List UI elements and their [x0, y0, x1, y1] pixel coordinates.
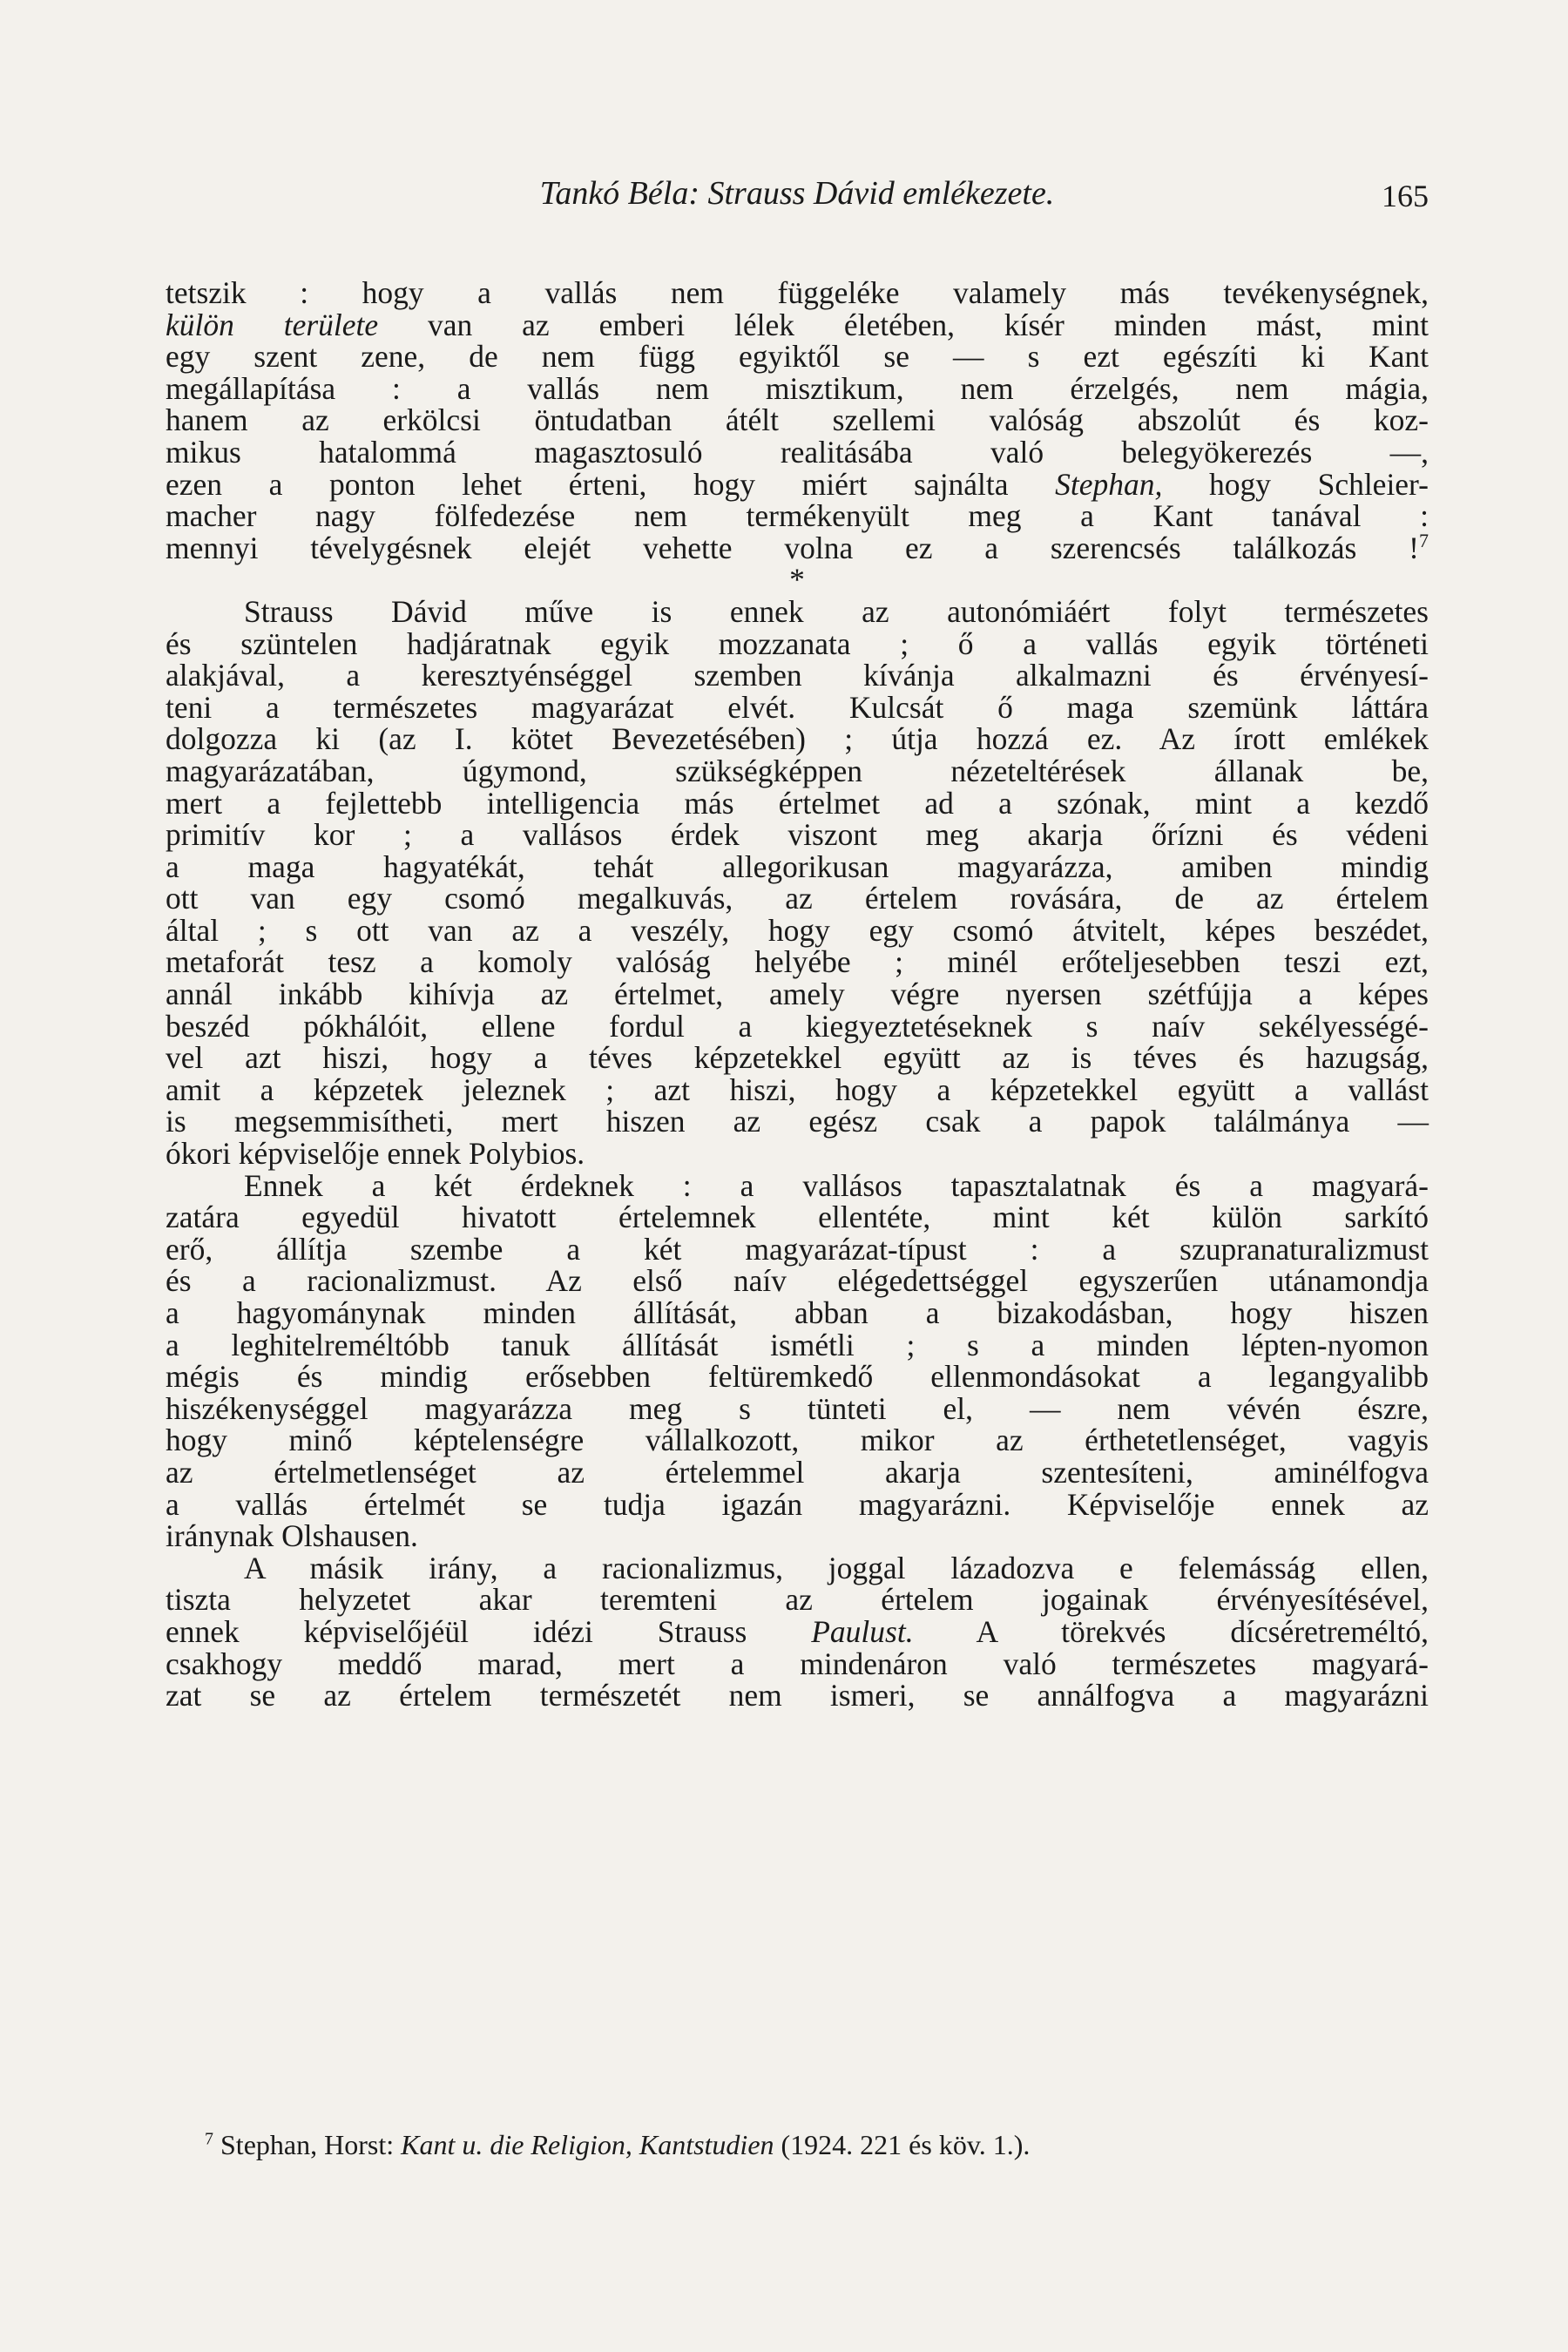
footnote-marker: 7	[205, 2129, 213, 2149]
paragraph-3	[166, 1167, 1429, 1554]
paragraph-2	[166, 593, 1429, 1172]
running-title: Tankó Béla: Strauss Dávid emlékezete.	[539, 175, 1055, 212]
text-line: is megsemmisítheti, mert hiszen az egész csak a papok találmánya —	[166, 1104, 1429, 1139]
text-line: hogy minő képtelenségre vállalkozott, mikor az érthetetlenséget, vagyis	[166, 1423, 1429, 1458]
text-line: és a racionalizmust. Az első naív elégedettséggel egyszerűen utánamondja	[166, 1263, 1429, 1299]
emphasis: Stephan,	[1055, 466, 1163, 502]
footnote-title: Kant u. die Religion, Kantstudien	[401, 2129, 774, 2160]
main-text	[166, 277, 1429, 1712]
footnote-rest: (1924. 221 és köv. 1.).	[774, 2129, 1031, 2160]
text-line: ókori képviselője ennek Polybios.	[166, 1136, 585, 1172]
text-line: hiszékenységgel magyarázza meg s tünteti el, — nem vévén észre,	[166, 1390, 1429, 1426]
text-line: ott van egy csomó megalkuvás, az értelem rovására, de az értelem	[166, 881, 1429, 916]
text-line: az értelmetlenséget az értelemmel akarja szentesíteni, aminélfogva	[166, 1454, 1429, 1490]
text-line: amit a képzetek jeleznek ; azt hiszi, hogy a képzetekkel együtt a vallást	[166, 1071, 1429, 1107]
text-line: hanem az erkölcsi öntudatban átélt szellemi valóság abszolút és koz-	[166, 402, 1429, 438]
text-line: mikus hatalommá magasztosuló realitásába való belegyökerezés —,	[166, 434, 1429, 470]
text-line: magyarázatában, úgymond, szükségképpen nézeteltérések állanak be,	[166, 753, 1429, 788]
text-line: a leghitelreméltóbb tanuk állítását ismétli ; s a minden lépten-nyomon	[166, 1327, 1429, 1362]
text-line: dolgozza ki (az I. kötet Bevezetésében) ; útja hozzá ez. Az írott emlékek	[166, 721, 1429, 757]
text-line: annál inkább kihívja az értelmet, amely végre nyersen szétfújja a képes	[166, 977, 1429, 1012]
text-line: primitív kor ; a vallásos érdek viszont meg akarja őrízni és védeni	[166, 817, 1429, 853]
text-line: Ennek a két érdeknek : a vallásos tapasztalatnak és a magyará-	[244, 1167, 1429, 1203]
text-line: a maga hagyatékát, tehát allegorikusan magyarázza, amiben mindig	[166, 848, 1429, 884]
footnote-ref[interactable]: 7	[1419, 529, 1429, 551]
text-line: által ; s ott van az a veszély, hogy egy csomó átvitelt, képes beszédet,	[166, 912, 1429, 948]
text-line: a vallás értelmét se tudja igazán magyarázni. Képviselője ennek az	[166, 1486, 1429, 1522]
text-line: erő, állítja szembe a két magyarázat-típust : a szupranaturalizmust	[166, 1231, 1429, 1267]
text-span: van az emberi lélek életében, kísér minden mást, mint	[378, 307, 1429, 342]
page-number: 165	[1382, 179, 1429, 213]
text-line: mert a fejlettebb intelligencia más értelmet ad a szónak, mint a kezdő	[166, 785, 1429, 821]
text-line	[166, 529, 1429, 565]
paragraph-4	[166, 1552, 1429, 1712]
text-line: tiszta helyzetet akar teremteni az értelem jogainak érvényesítésével,	[166, 1582, 1429, 1618]
text-line: mégis és mindig erősebben feltüremkedő ellenmondásokat a legangyalibb	[166, 1359, 1429, 1395]
text-line: zatára egyedül hivatott értelemnek ellentéte, mint két külön sarkító	[166, 1200, 1429, 1235]
emphasis: Paulust.	[811, 1613, 914, 1649]
running-header	[166, 174, 1429, 226]
text-line: és szüntelen hadjáratnak egyik mozzanata ; ő a vallás egyik történeti	[166, 625, 1429, 661]
text-span: mennyi tévelygésnek elejét vehette volna ez a szerencsés találkozás !	[166, 530, 1419, 565]
text-line	[166, 466, 1429, 502]
footnote-author: Stephan, Horst:	[213, 2129, 402, 2160]
text-line: Strauss Dávid műve is ennek az autonómiáért folyt természetes	[244, 593, 1429, 629]
text-span: ennek képviselőjéül idézi Strauss	[166, 1613, 812, 1649]
text-line: teni a természetes magyarázat elvét. Kulcsát ő maga szemünk láttára	[166, 689, 1429, 725]
text-span: hogy Schleier-	[1162, 466, 1429, 502]
text-line: csakhogy meddő marad, mert a mindenáron való természetes magyará-	[166, 1646, 1429, 1681]
text-line: beszéd pókhálóit, ellene fordul a kiegyeztetéseknek s naív sekélyességé-	[166, 1008, 1429, 1044]
text-line: a hagyománynak minden állítását, abban a bizakodásban, hogy hiszen	[166, 1295, 1429, 1330]
text-line: A másik irány, a racionalizmus, joggal lázadozva e felemásság ellen,	[244, 1550, 1429, 1585]
text-line: tetszik : hogy a vallás nem függeléke valamely más tevékenységnek,	[166, 275, 1429, 310]
text-line: megállapítása : a vallás nem misztikum, nem érzelgés, nem mágia,	[166, 370, 1429, 406]
text-span: ezen a ponton lehet érteni, hogy miért sajnálta	[166, 466, 1056, 502]
text-line: macher nagy fölfedezése nem termékenyült meg a Kant tanával :	[166, 498, 1429, 534]
text-span: A törekvés dícséretreméltó,	[913, 1613, 1429, 1649]
paragraph-1	[166, 277, 1429, 564]
text-line	[166, 1613, 1429, 1649]
text-line	[166, 309, 1429, 341]
emphasis: külön területe	[166, 307, 379, 342]
text-line: vel azt hiszi, hogy a téves képzetekkel együtt az is téves és hazugság,	[166, 1040, 1429, 1076]
section-separator: *	[789, 562, 805, 598]
text-line: egy szent zene, de nem függ egyiktől se — s ezt egészíti ki Kant	[166, 339, 1429, 375]
text-line: iránynak Olshausen.	[166, 1518, 418, 1554]
footnote	[166, 2127, 1429, 2162]
text-line: metaforát tesz a komoly valóság helyébe ; minél erőteljesebben teszi ezt,	[166, 944, 1429, 980]
text-line: zat se az értelem természetét nem ismeri, se annálfogva a magyarázni	[166, 1678, 1429, 1713]
text-line: alakjával, a keresztyénséggel szemben kívánja alkalmazni és érvényesí-	[166, 658, 1429, 693]
